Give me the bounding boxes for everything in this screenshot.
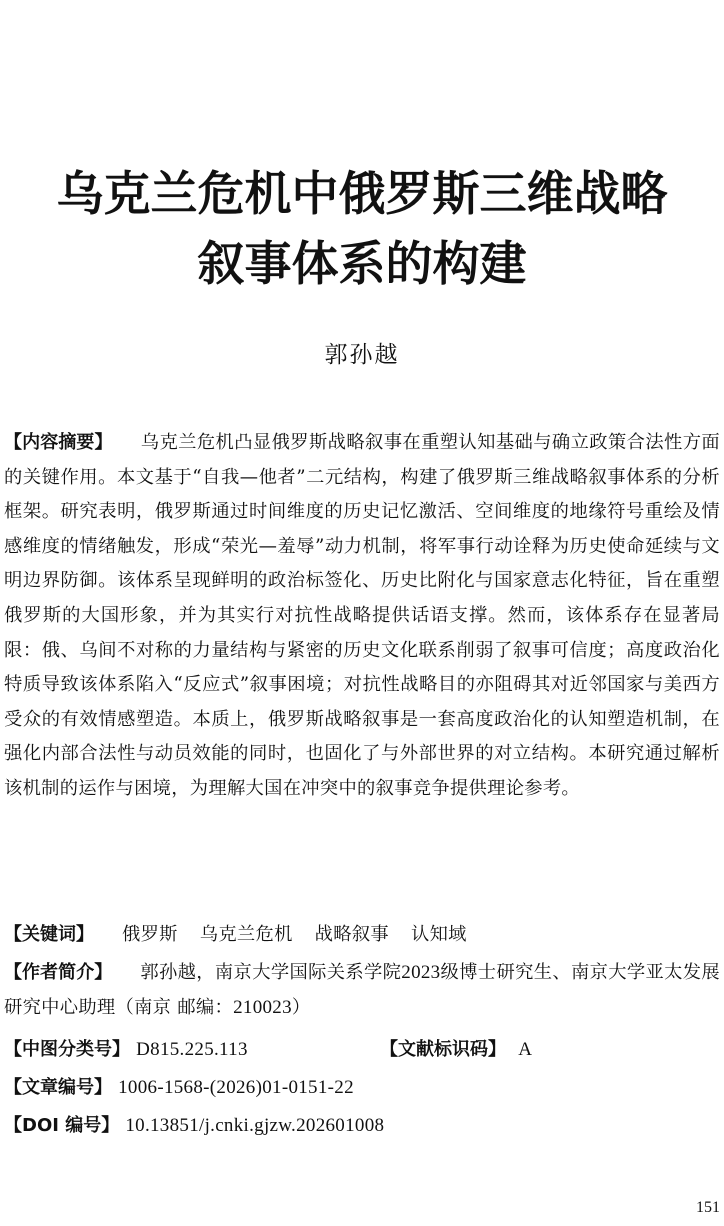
author-bio-year: 2023 (401, 962, 441, 983)
document-code (380, 1033, 532, 1068)
document-code-label: 【文献标识码】 (380, 1039, 506, 1060)
author-bio-label: 【作者简介】 (4, 962, 113, 983)
page-number: 151 (696, 1199, 720, 1216)
article-number-value: 1006-1568-(2026)01-0151-22 (118, 1077, 354, 1098)
keyword-item: 战略叙事 (314, 924, 389, 945)
doi-row (4, 1109, 720, 1144)
article-number-row (4, 1071, 720, 1106)
classification-row (4, 1033, 720, 1068)
doi-label: 【DOI 编号】 (4, 1115, 120, 1136)
article-number-label: 【文章编号】 (4, 1077, 112, 1098)
abstract-label: 【内容摘要】 (4, 432, 113, 453)
abstract (4, 426, 720, 807)
author-name: 郭孙越 (324, 342, 400, 368)
author-bio-text-2: 级博士研究生、南京大学亚太发展研究中心助理（南京 邮编： (4, 962, 721, 1018)
title-line-1: 乌克兰危机中俄罗斯三维战略 (56, 167, 668, 222)
keyword-item: 乌克兰危机 (199, 924, 293, 945)
author-bio-text-1: 郭孙越，南京大学国际关系学院 (140, 962, 402, 983)
keyword-item: 俄罗斯 (122, 924, 178, 945)
keyword-item: 认知域 (410, 924, 467, 945)
doi-value: 10.13851/j.cnki.gjzw.202601008 (125, 1115, 385, 1136)
keywords-label: 【关键词】 (4, 924, 94, 945)
author-bio-text-3: ） (291, 996, 311, 1018)
author-bio-postcode: 210023 (233, 996, 292, 1018)
article-title (0, 160, 724, 300)
title-line-2: 叙事体系的构建 (197, 237, 527, 292)
document-code-value: A (518, 1039, 533, 1060)
classification-label: 【中图分类号】 (4, 1039, 130, 1060)
keywords (4, 918, 720, 953)
classification-value: D815.225.113 (136, 1039, 248, 1060)
author-bio (4, 956, 720, 1025)
abstract-text: 乌克兰危机凸显俄罗斯战略叙事在重塑认知基础与确立政策合法性方面的关键作用。本文基于“自我—他者”二元结构，构建了俄罗斯三维战略叙事体系的分析框架。研究表明，俄罗斯通过时间维度的历史记忆激活、空间维度的地缘符号重绘及情感维度的情绪触发，形成“荣光—羞辱”动力机制，将军事行动诠释为历史使命延续与文明边界防御。该体系呈现鲜明的政治标签化、历史比附化与国家意志化特征，旨在重塑俄罗斯的大国形象，并为其实行对抗性战略提供话语支撑。然而，该体系存在显著局限：俄、乌间不对称的力量结构与紧密的历史文化联系削弱了叙事可信度；高度政治化特质导致该体系陷入“反应式”叙事困境；对抗性战略目的亦阻碍其对近邻国家与美西方受众的有效情感塑造。本质上，俄罗斯战略叙事是一套高度政治化的认知塑造机制，在强化内部合法性与动员效能的同时，也固化了与外部世界的对立结构。本研究通过解析该机制的运作与困境，为理解大国在冲突中的叙事竞争提供理论参考。 (4, 432, 720, 799)
